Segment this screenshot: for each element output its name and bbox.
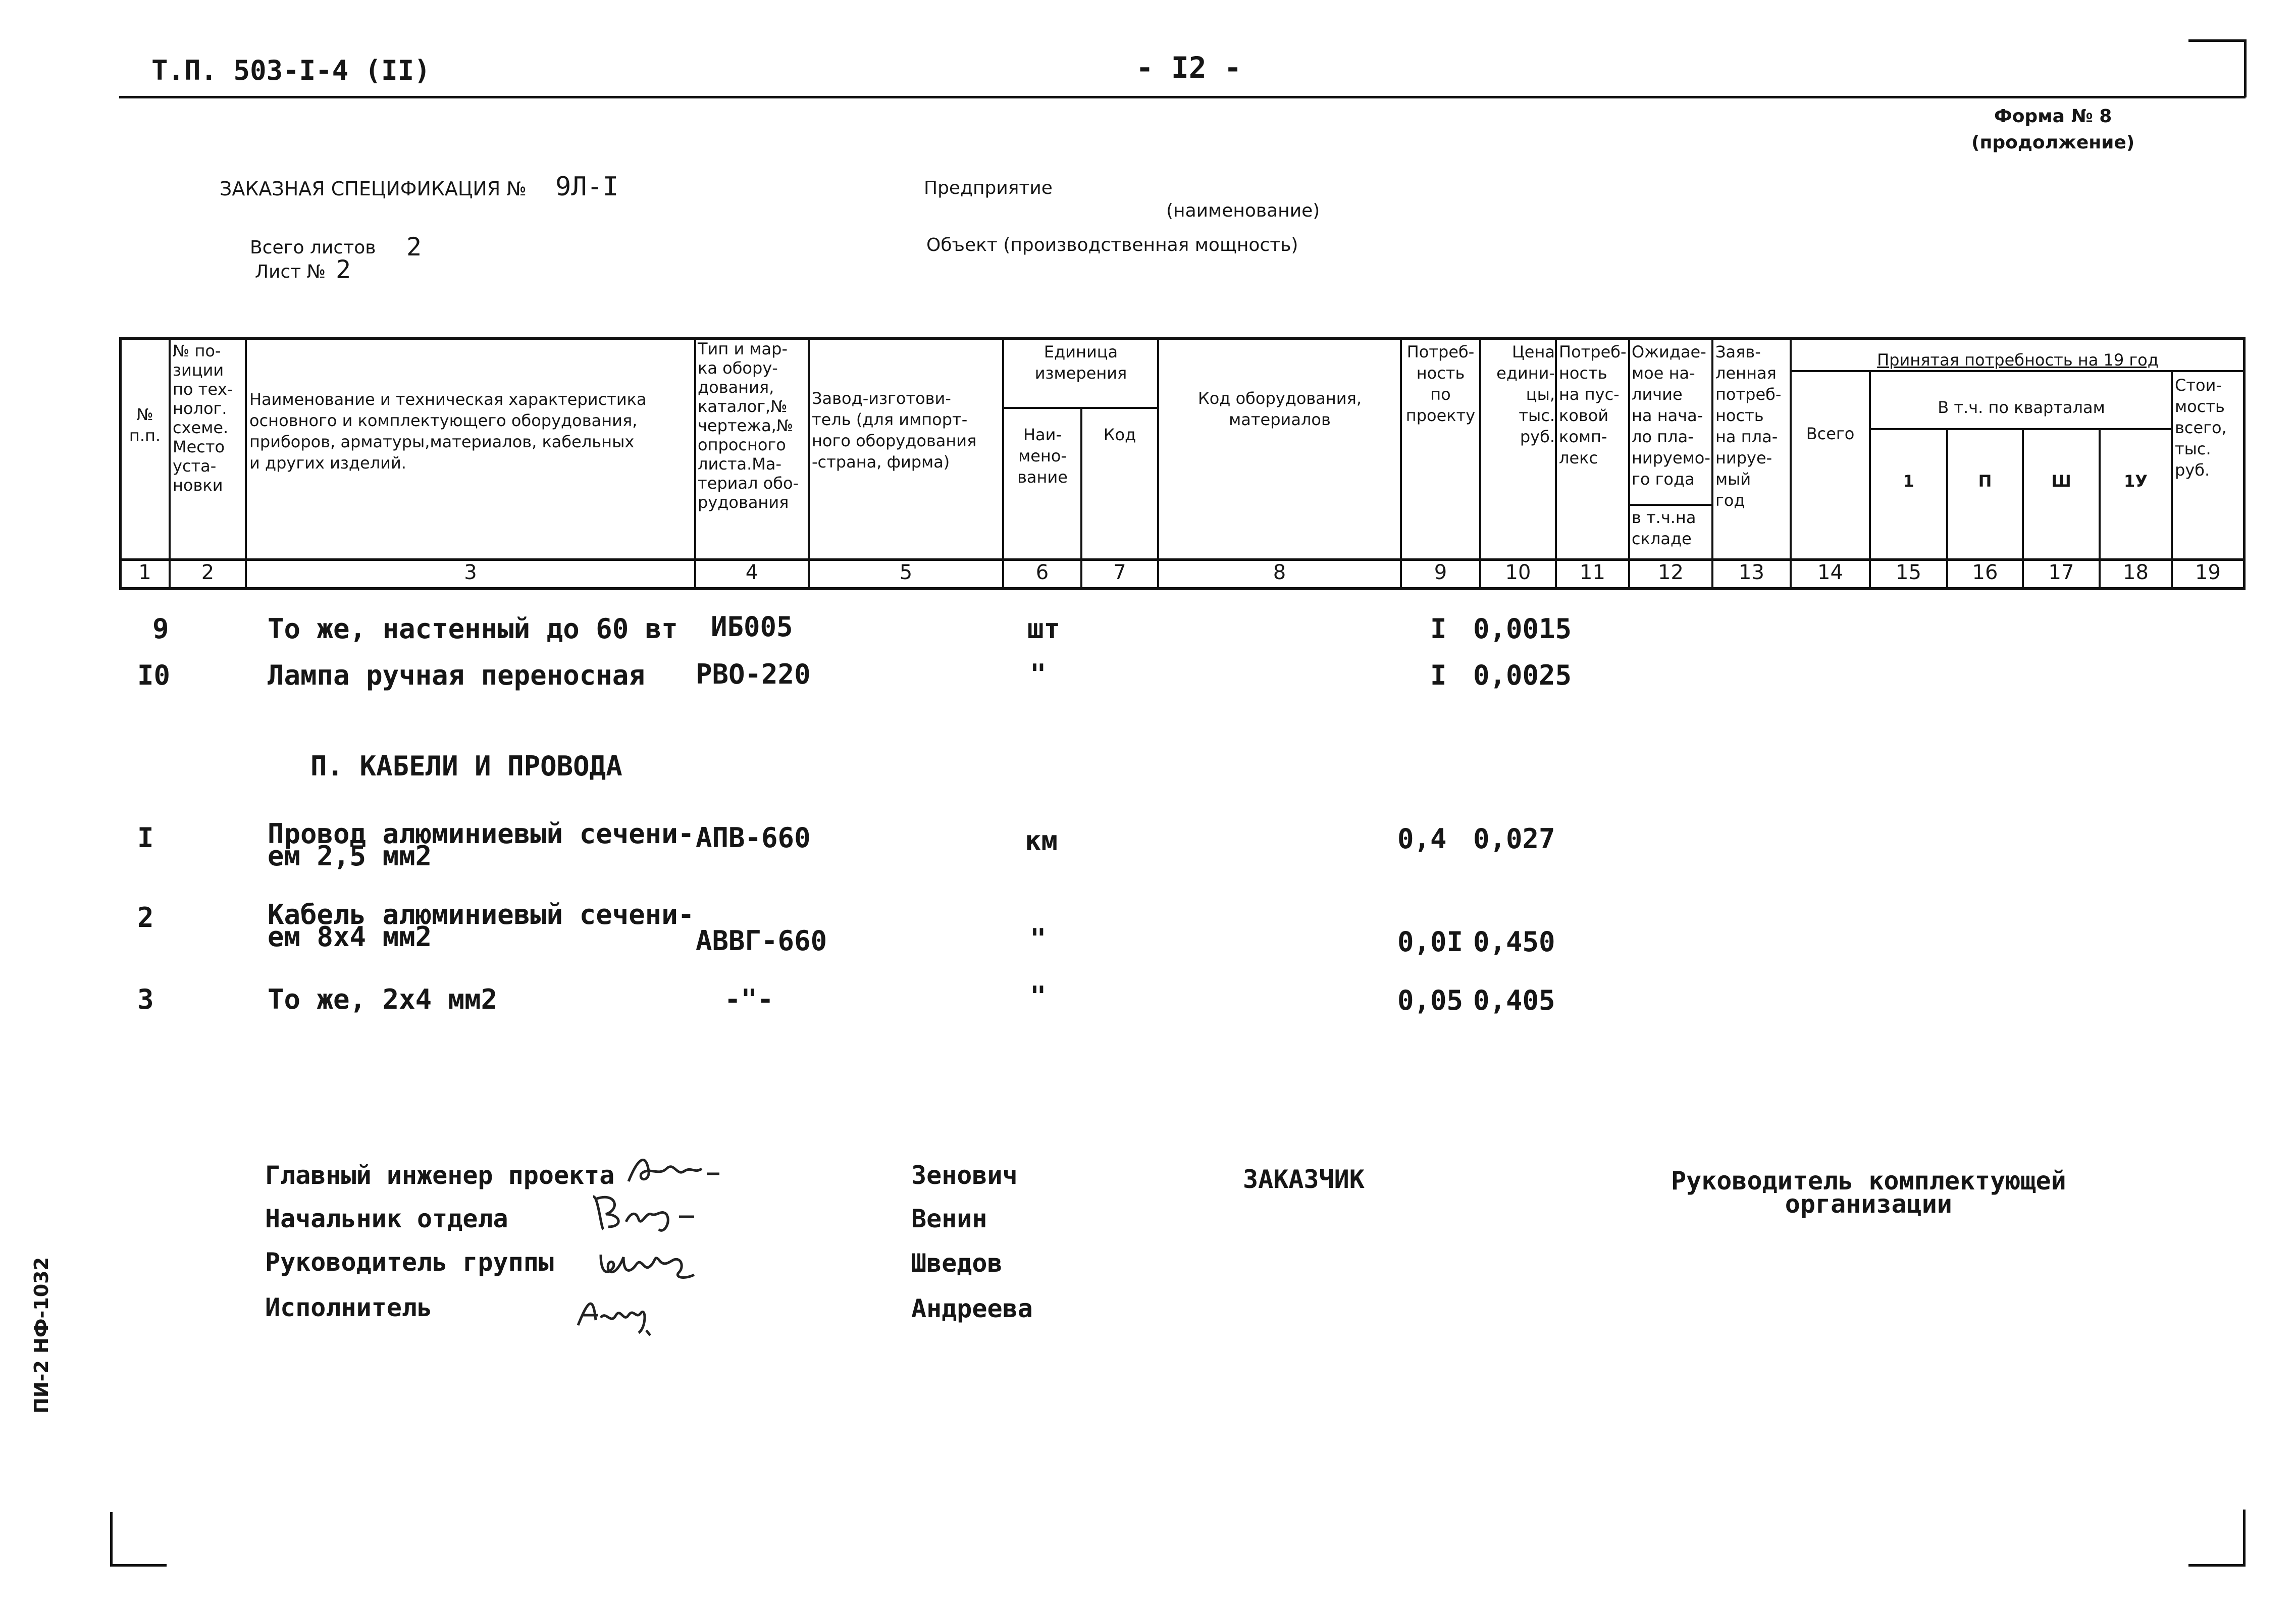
col-header-14-19: Принятая потребность на 19 год <box>1877 350 2159 370</box>
bottom-left-corner-h <box>110 1564 167 1567</box>
table-left-border <box>119 337 122 590</box>
row-type: АПВ-660 <box>696 822 811 854</box>
role-department-head: Начальник отдела <box>265 1204 508 1233</box>
col-header-12: Ожидае- мое на- личие на нача- ло пла- нируемо- го года <box>1632 342 1710 489</box>
handwritten-signature <box>586 1186 717 1237</box>
row-name: Лампа ручная переносная <box>268 659 645 691</box>
name-group-leader: Шведов <box>911 1249 1003 1278</box>
row-number: I0 <box>137 659 171 691</box>
sheet-value: 2 <box>336 255 351 284</box>
row-unit: " <box>1030 923 1047 955</box>
row-unit: " <box>1030 658 1047 690</box>
role-chief-engineer: Главный инженер проекта <box>265 1161 615 1190</box>
section-title: П. КАБЕЛИ И ПРОВОДА <box>310 750 622 782</box>
col-header-12-sub: в т.ч.на складе <box>1632 508 1696 548</box>
col-number: 13 <box>1739 561 1764 584</box>
row-qty: I <box>1430 659 1447 691</box>
row-type: ИБ005 <box>711 611 793 643</box>
row-qty: I <box>1430 613 1447 645</box>
col-number: 11 <box>1580 561 1605 584</box>
col-number: 17 <box>2048 561 2074 584</box>
name-department-head: Венин <box>911 1204 987 1233</box>
col-header-15-18: В т.ч. по кварталам <box>1938 398 2105 417</box>
row-qty: 0,4 <box>1397 823 1447 855</box>
row-price: 0,0025 <box>1473 659 1572 691</box>
col-header-6-7: Единица измерения <box>1034 342 1127 383</box>
supplier-label: Руководитель комплектующей организации <box>1671 1166 2066 1219</box>
col-header-17: Ш <box>2051 472 2071 491</box>
row-price: 0,027 <box>1473 823 1555 855</box>
col-number: 3 <box>464 561 477 584</box>
role-group-leader: Руководитель группы <box>265 1248 554 1277</box>
form-number: Форма № 8 <box>1994 106 2112 127</box>
col-header-18: 1У <box>2124 472 2148 491</box>
row-price: 0,450 <box>1473 926 1555 958</box>
customer-label: ЗАКАЗЧИК <box>1243 1165 1365 1194</box>
row-name: Кабель алюминиевый сечени- ем 8х4 мм2 <box>268 899 695 953</box>
object-label: Объект (производственная мощность) <box>926 235 1298 255</box>
bottom-right-corner-h <box>2188 1564 2246 1567</box>
col-header-14: Всего <box>1806 424 1855 443</box>
col-header-9: Потреб- ность по проекту <box>1405 342 1476 425</box>
col-number: 7 <box>1113 561 1126 584</box>
col-header-4: Тип и мар- ка обору- дования, каталог,№ чертежа,№ опросного листа.Ма- териал обо- рудования <box>698 339 799 512</box>
row-qty: 0,05 <box>1397 984 1464 1016</box>
row-type: -"- <box>724 983 774 1015</box>
row-unit: шт <box>1027 613 1061 645</box>
bottom-left-corner-v <box>110 1512 113 1567</box>
table-bottom-border <box>119 587 2246 590</box>
col-header-8: Код оборудования, материалов <box>1197 389 1362 429</box>
col-header-15: 1 <box>1903 472 1914 491</box>
col-header-10: Цена едини- цы, тыс. руб. <box>1496 342 1555 446</box>
row-name: То же, настенный до 60 вт <box>268 613 678 645</box>
name-chief-engineer: Зенович <box>911 1161 1018 1190</box>
col-number: 18 <box>2123 561 2149 584</box>
col-header-11: Потреб- ность на пус- ковой комп- лекс <box>1559 342 1627 468</box>
top-rule <box>119 96 2246 98</box>
bottom-right-corner-v <box>2243 1510 2246 1567</box>
col-header-5: Завод-изготови- тель (для импорт- ного оборудования -страна, фирма) <box>812 389 977 472</box>
margin-code: ПИ-2 НФ-1032 <box>30 1257 53 1414</box>
form-note: (продолжение) <box>1971 132 2135 153</box>
table-top-border <box>119 337 2246 340</box>
total-sheets-label: Всего листов <box>250 237 376 258</box>
col-number: 12 <box>1658 561 1684 584</box>
row-unit: " <box>1030 980 1047 1012</box>
row-type: РВО-220 <box>696 658 811 690</box>
col-header-2: № по- зиции по тех- нолог. схеме. Место уста- новки <box>173 341 233 495</box>
row-type: АВВГ-660 <box>696 925 827 957</box>
col-header-7: Код <box>1103 425 1136 444</box>
col-number: 2 <box>201 561 215 584</box>
enterprise-label: Предприятие <box>924 178 1053 198</box>
col-number: 6 <box>1035 561 1049 584</box>
col-number: 4 <box>745 561 759 584</box>
row-qty: 0,0I <box>1397 926 1464 958</box>
col-header-1: № п.п. <box>129 405 161 445</box>
document-code: Т.П. 503-I-4 (II) <box>151 55 431 86</box>
row-number: I <box>137 822 154 854</box>
col-number: 15 <box>1896 561 1921 584</box>
col-number: 10 <box>1505 561 1531 584</box>
enterprise-note: (наименование) <box>1166 200 1320 221</box>
col-header-16: П <box>1978 472 1992 491</box>
col-header-13: Заяв- ленная потреб- ность на пла- нируе- мый год <box>1715 342 1782 510</box>
row-price: 0,0015 <box>1473 613 1572 645</box>
page-number: - I2 - <box>1136 50 1242 85</box>
col-header-3: Наименование и техническая характеристика основного и комплектующего оборудования, приборов, арматуры,материалов, кабельных и других изделий. <box>249 390 647 473</box>
col-number: 19 <box>2195 561 2221 584</box>
handwritten-signature <box>570 1285 671 1340</box>
col-number: 1 <box>138 561 151 584</box>
col-header-6: Наи- мено- вание <box>1017 425 1068 487</box>
top-right-corner-v <box>2244 39 2247 97</box>
col-number: 9 <box>1434 561 1447 584</box>
name-executor: Андреева <box>911 1294 1033 1323</box>
row-number: 3 <box>137 983 154 1015</box>
col-number: 16 <box>1972 561 1998 584</box>
top-right-corner-h <box>2188 39 2247 42</box>
handwritten-signature <box>593 1239 719 1285</box>
row-name: То же, 2х4 мм2 <box>268 983 498 1015</box>
total-sheets-value: 2 <box>406 232 422 262</box>
row-number: 9 <box>152 613 169 645</box>
col-header-19: Стои- мость всего, тыс. руб. <box>2175 376 2227 480</box>
row-unit: км <box>1025 825 1058 857</box>
row-number: 2 <box>137 902 154 933</box>
handwritten-signature <box>618 1146 740 1191</box>
sheet-label: Лист № <box>255 262 326 282</box>
col-number: 8 <box>1273 561 1286 584</box>
col-number: 14 <box>1817 561 1843 584</box>
spec-title-label: ЗАКАЗНАЯ СПЕЦИФИКАЦИЯ № <box>220 178 527 200</box>
spec-title-value: 9Л-I <box>555 172 619 202</box>
row-name: Провод алюминиевый сечени- ем 2,5 мм2 <box>268 818 695 872</box>
role-executor: Исполнитель <box>265 1293 433 1322</box>
row-price: 0,405 <box>1473 984 1555 1016</box>
col-number: 5 <box>899 561 913 584</box>
